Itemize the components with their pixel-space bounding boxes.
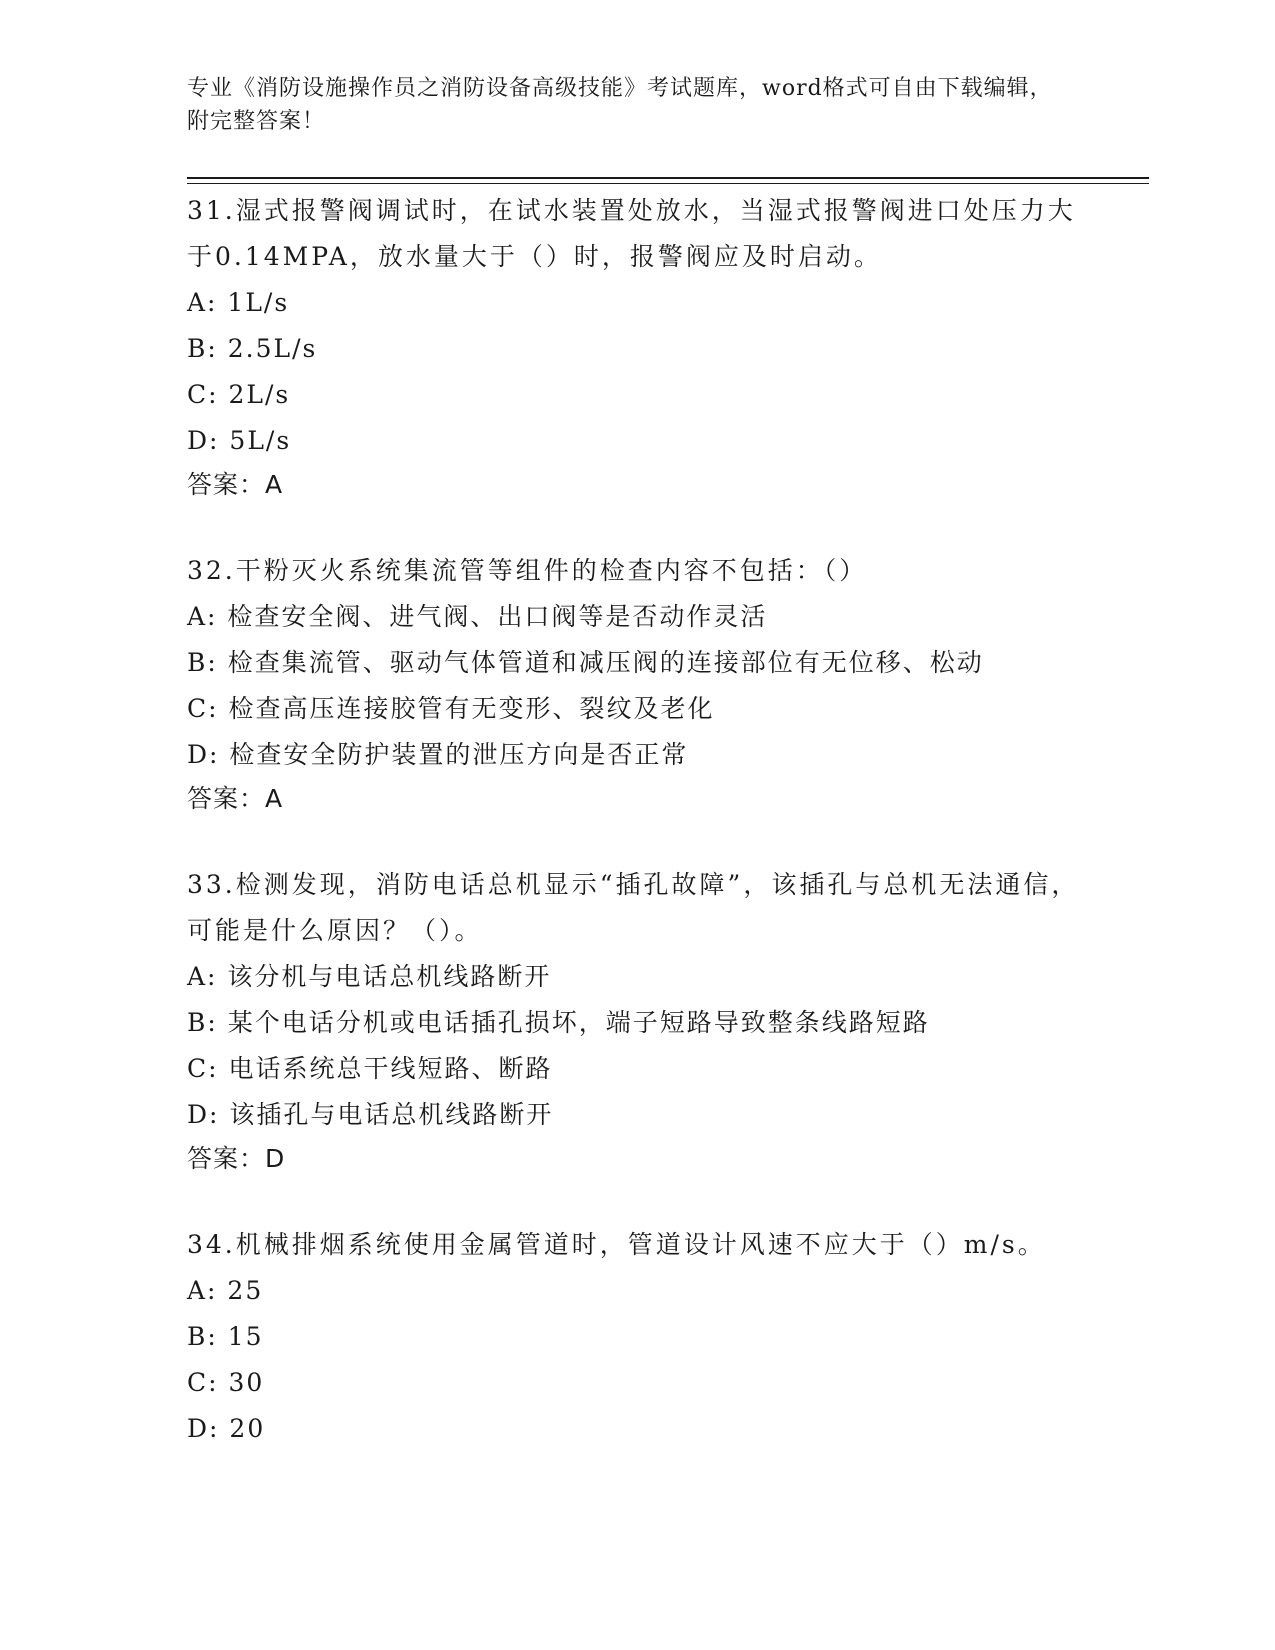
question-spacer [187,820,1087,862]
option-d: D: 5L/s [187,426,292,455]
question-list [187,188,1087,1452]
question-stem: 31.湿式报警阀调试时，在试水装置处放水，当湿式报警阀进口处压力大于0.14MPA，放水量大于（）时，报警阀应及时启动。 [187,196,1076,271]
option-b: B: 15 [187,1322,264,1351]
option-b: B: 某个电话分机或电话插孔损坏，端子短路导致整条线路短路 [187,1008,930,1037]
answer: 答案：A [187,784,284,813]
option-d: D: 该插孔与电话总机线路断开 [187,1100,554,1129]
question-spacer [187,1180,1087,1222]
header-divider-thick [187,177,1149,179]
answer: 答案：D [187,1144,286,1173]
option-a: A: 25 [187,1276,264,1305]
question-32 [187,548,1087,820]
question-34 [187,1222,1087,1452]
header-divider-thin [187,183,1149,184]
option-c: C: 检查高压连接胶管有无变形、裂纹及老化 [187,694,715,723]
option-c: C: 电话系统总干线短路、断路 [187,1054,553,1083]
question-31 [187,188,1087,506]
option-c: C: 2L/s [187,380,291,409]
option-d: D: 检查安全防护装置的泄压方向是否正常 [187,740,689,769]
option-c: C: 30 [187,1368,265,1397]
question-stem: 32.干粉灭火系统集流管等组件的检查内容不包括：（） [187,556,868,585]
option-a: A: 该分机与电话总机线路断开 [187,962,552,991]
option-a: A: 检查安全阀、进气阀、出口阀等是否动作灵活 [187,602,768,631]
question-stem: 34.机械排烟系统使用金属管道时，管道设计风速不应大于（）m/s。 [187,1230,1046,1259]
option-b: B: 检查集流管、驱动气体管道和减压阀的连接部位有无位移、松动 [187,648,984,677]
question-stem: 33.检测发现，消防电话总机显示“插孔故障”，该插孔与总机无法通信，可能是什么原因？（）。 [187,870,1080,945]
question-33 [187,862,1087,1180]
question-spacer [187,506,1087,548]
document-header: 专业《消防设施操作员之消防设备高级技能》考试题库，word格式可自由下载编辑，附完整答案！ [187,76,1053,134]
option-b: B: 2.5L/s [187,334,318,363]
answer: 答案：A [187,470,284,499]
option-d: D: 20 [187,1414,266,1443]
option-a: A: 1L/s [187,288,290,317]
